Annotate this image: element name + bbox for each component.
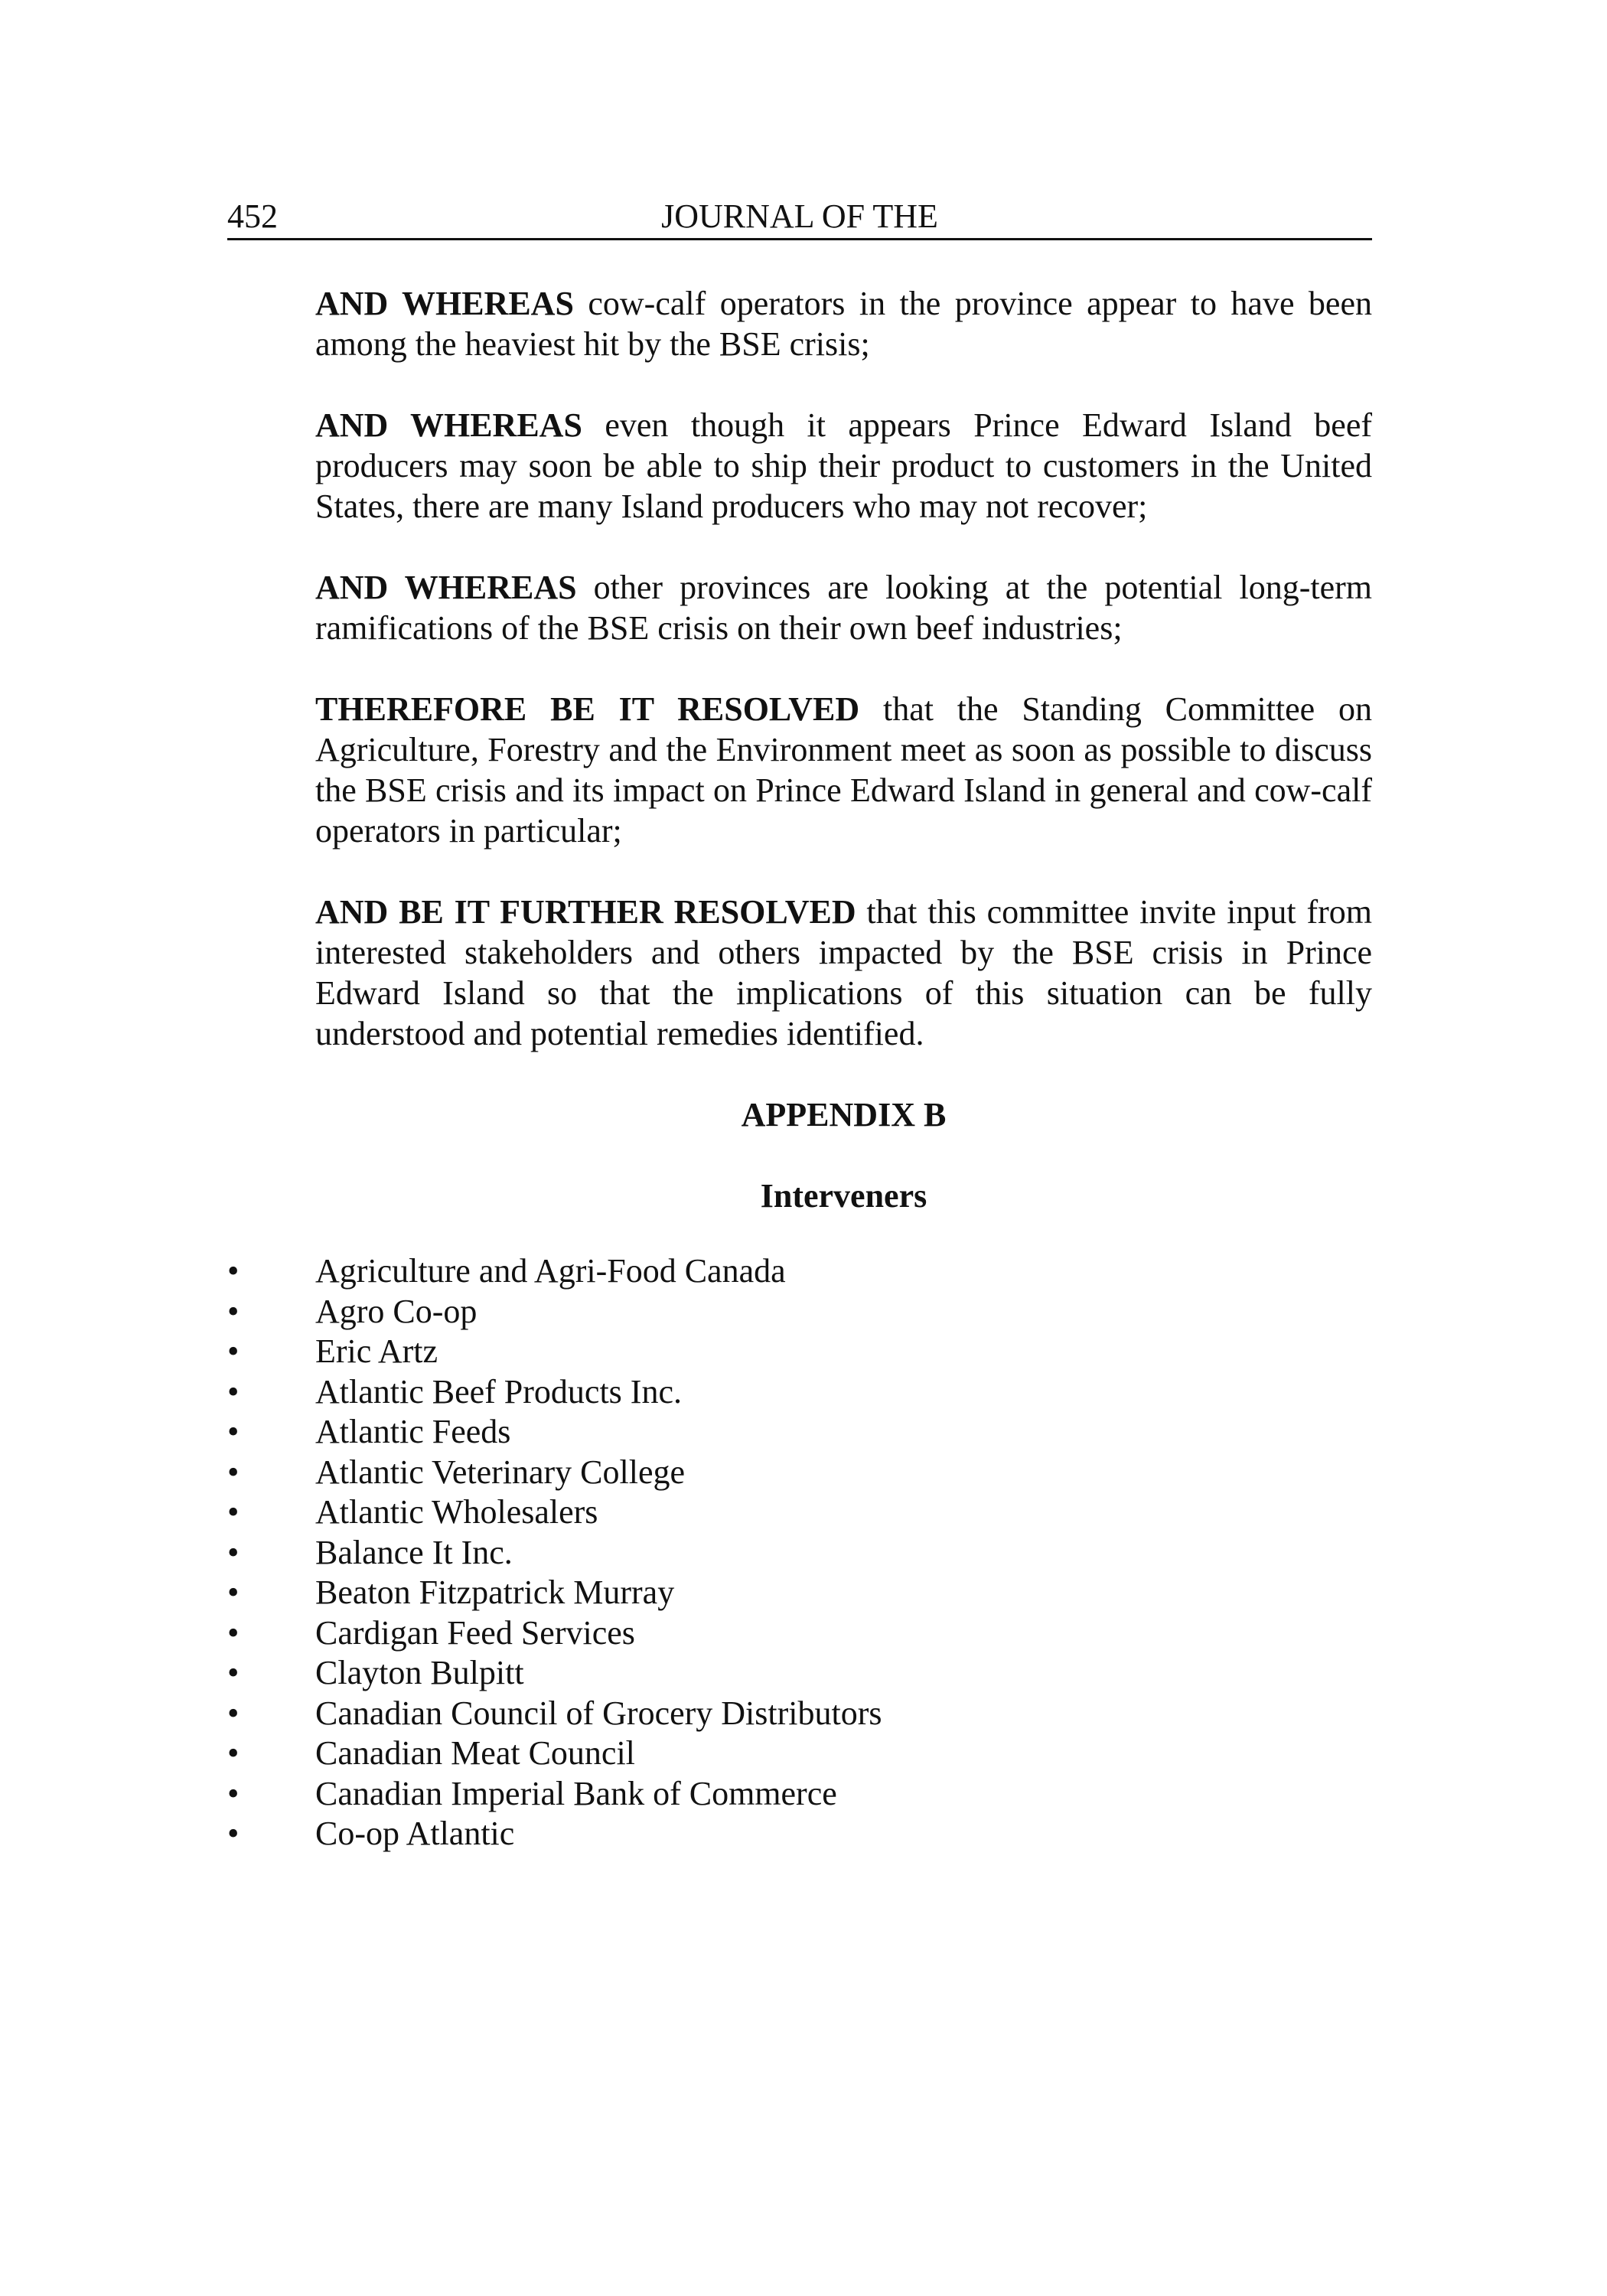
list-item-text: Eric Artz [315,1332,438,1370]
paragraph-whereas-producers [315,405,1372,527]
document-body [315,283,1372,1257]
paragraph-whereas-cow-calf [315,283,1372,364]
list-item [227,1694,1372,1734]
list-item-text: Atlantic Feeds [315,1413,511,1450]
list-item-text: Atlantic Beef Products Inc. [315,1372,682,1411]
list-item [227,1492,1372,1533]
bullet-icon: • [227,1533,240,1571]
list-item [227,1453,1372,1493]
list-item-text: Beaton Fitzpatrick Murray [315,1574,675,1611]
bullet-icon: • [227,1413,240,1450]
list-item-text: Cardigan Feed Services [315,1613,635,1652]
list-item [227,1653,1372,1694]
list-item [227,1533,1372,1574]
paragraph-lead: AND WHEREAS [315,569,577,606]
page-header [227,195,1372,240]
list-item-text: Canadian Imperial Bank of Commerce [315,1774,837,1812]
list-item [227,1774,1372,1815]
paragraph-text: other provinces are looking at the potential long-term ramifications of the BSE crisis on their own beef industries; [315,569,1372,647]
list-item-text: Atlantic Veterinary College [315,1453,686,1491]
list-item [227,1814,1372,1854]
paragraph-lead: THEREFORE BE IT RESOLVED [315,690,860,728]
paragraph-text: that the Standing Committee on Agriculture, Forestry and the Environment meet as soon as possible to discuss the BSE crisis and its impact on Prince Edward Island in general and cow-calf operators in particular; [315,690,1372,850]
running-head: JOURNAL OF THE [661,197,938,235]
bullet-icon: • [227,1372,240,1411]
list-item [227,1733,1372,1774]
bullet-icon: • [227,1453,240,1491]
bullet-icon: • [227,1654,240,1691]
bullet-icon: • [227,1613,240,1652]
bullet-icon: • [227,1694,240,1732]
list-item-text: Agro Co-op [315,1292,478,1330]
bullet-icon: • [227,1734,240,1772]
interveners-list [227,1251,1372,1854]
list-item-text: Canadian Meat Council [315,1734,635,1772]
paragraph-text: even though it appears Prince Edward Island beef producers may soon be able to ship their product to customers in the United States, there are many Island producers who may not recover; [315,406,1372,525]
list-item [227,1613,1372,1654]
bullet-icon: • [227,1574,240,1611]
paragraph-lead: AND BE IT FURTHER RESOLVED [315,893,856,931]
list-item [227,1332,1372,1372]
list-item [227,1573,1372,1613]
paragraph-lead: AND WHEREAS [315,406,582,444]
paragraph-text: cow-calf operators in the province appear to have been among the heaviest hit by the BSE crisis; [315,285,1372,363]
list-item-text: Agriculture and Agri-Food Canada [315,1252,786,1290]
appendix-subtitle: Interveners [760,1177,927,1215]
list-item [227,1251,1372,1292]
list-item-text: Clayton Bulpitt [315,1654,524,1691]
list-item-text: Atlantic Wholesalers [315,1493,598,1531]
bullet-icon: • [227,1774,240,1812]
list-item [227,1292,1372,1332]
bullet-icon: • [227,1292,240,1330]
bullet-icon: • [227,1332,240,1370]
list-item [227,1372,1372,1413]
paragraph-whereas-provinces [315,567,1372,648]
list-item-text: Balance It Inc. [315,1533,513,1571]
bullet-icon: • [227,1493,240,1531]
bullet-icon: • [227,1815,240,1852]
paragraph-further-resolved [315,892,1372,1054]
appendix-title: APPENDIX B [741,1096,947,1133]
bullet-icon: • [227,1252,240,1290]
paragraph-lead: AND WHEREAS [315,285,574,322]
paragraph-text: that this committee invite input from interested stakeholders and others impacted by the BSE crisis in Prince Edward Island so that the implications of this situation can be fully understood and potential remedies identified. [315,893,1372,1052]
paragraph-therefore-resolved [315,689,1372,851]
list-item-text: Canadian Council of Grocery Distributors [315,1694,882,1732]
list-item [227,1412,1372,1453]
page-number: 452 [227,197,278,235]
list-item-text: Co-op Atlantic [315,1815,515,1852]
